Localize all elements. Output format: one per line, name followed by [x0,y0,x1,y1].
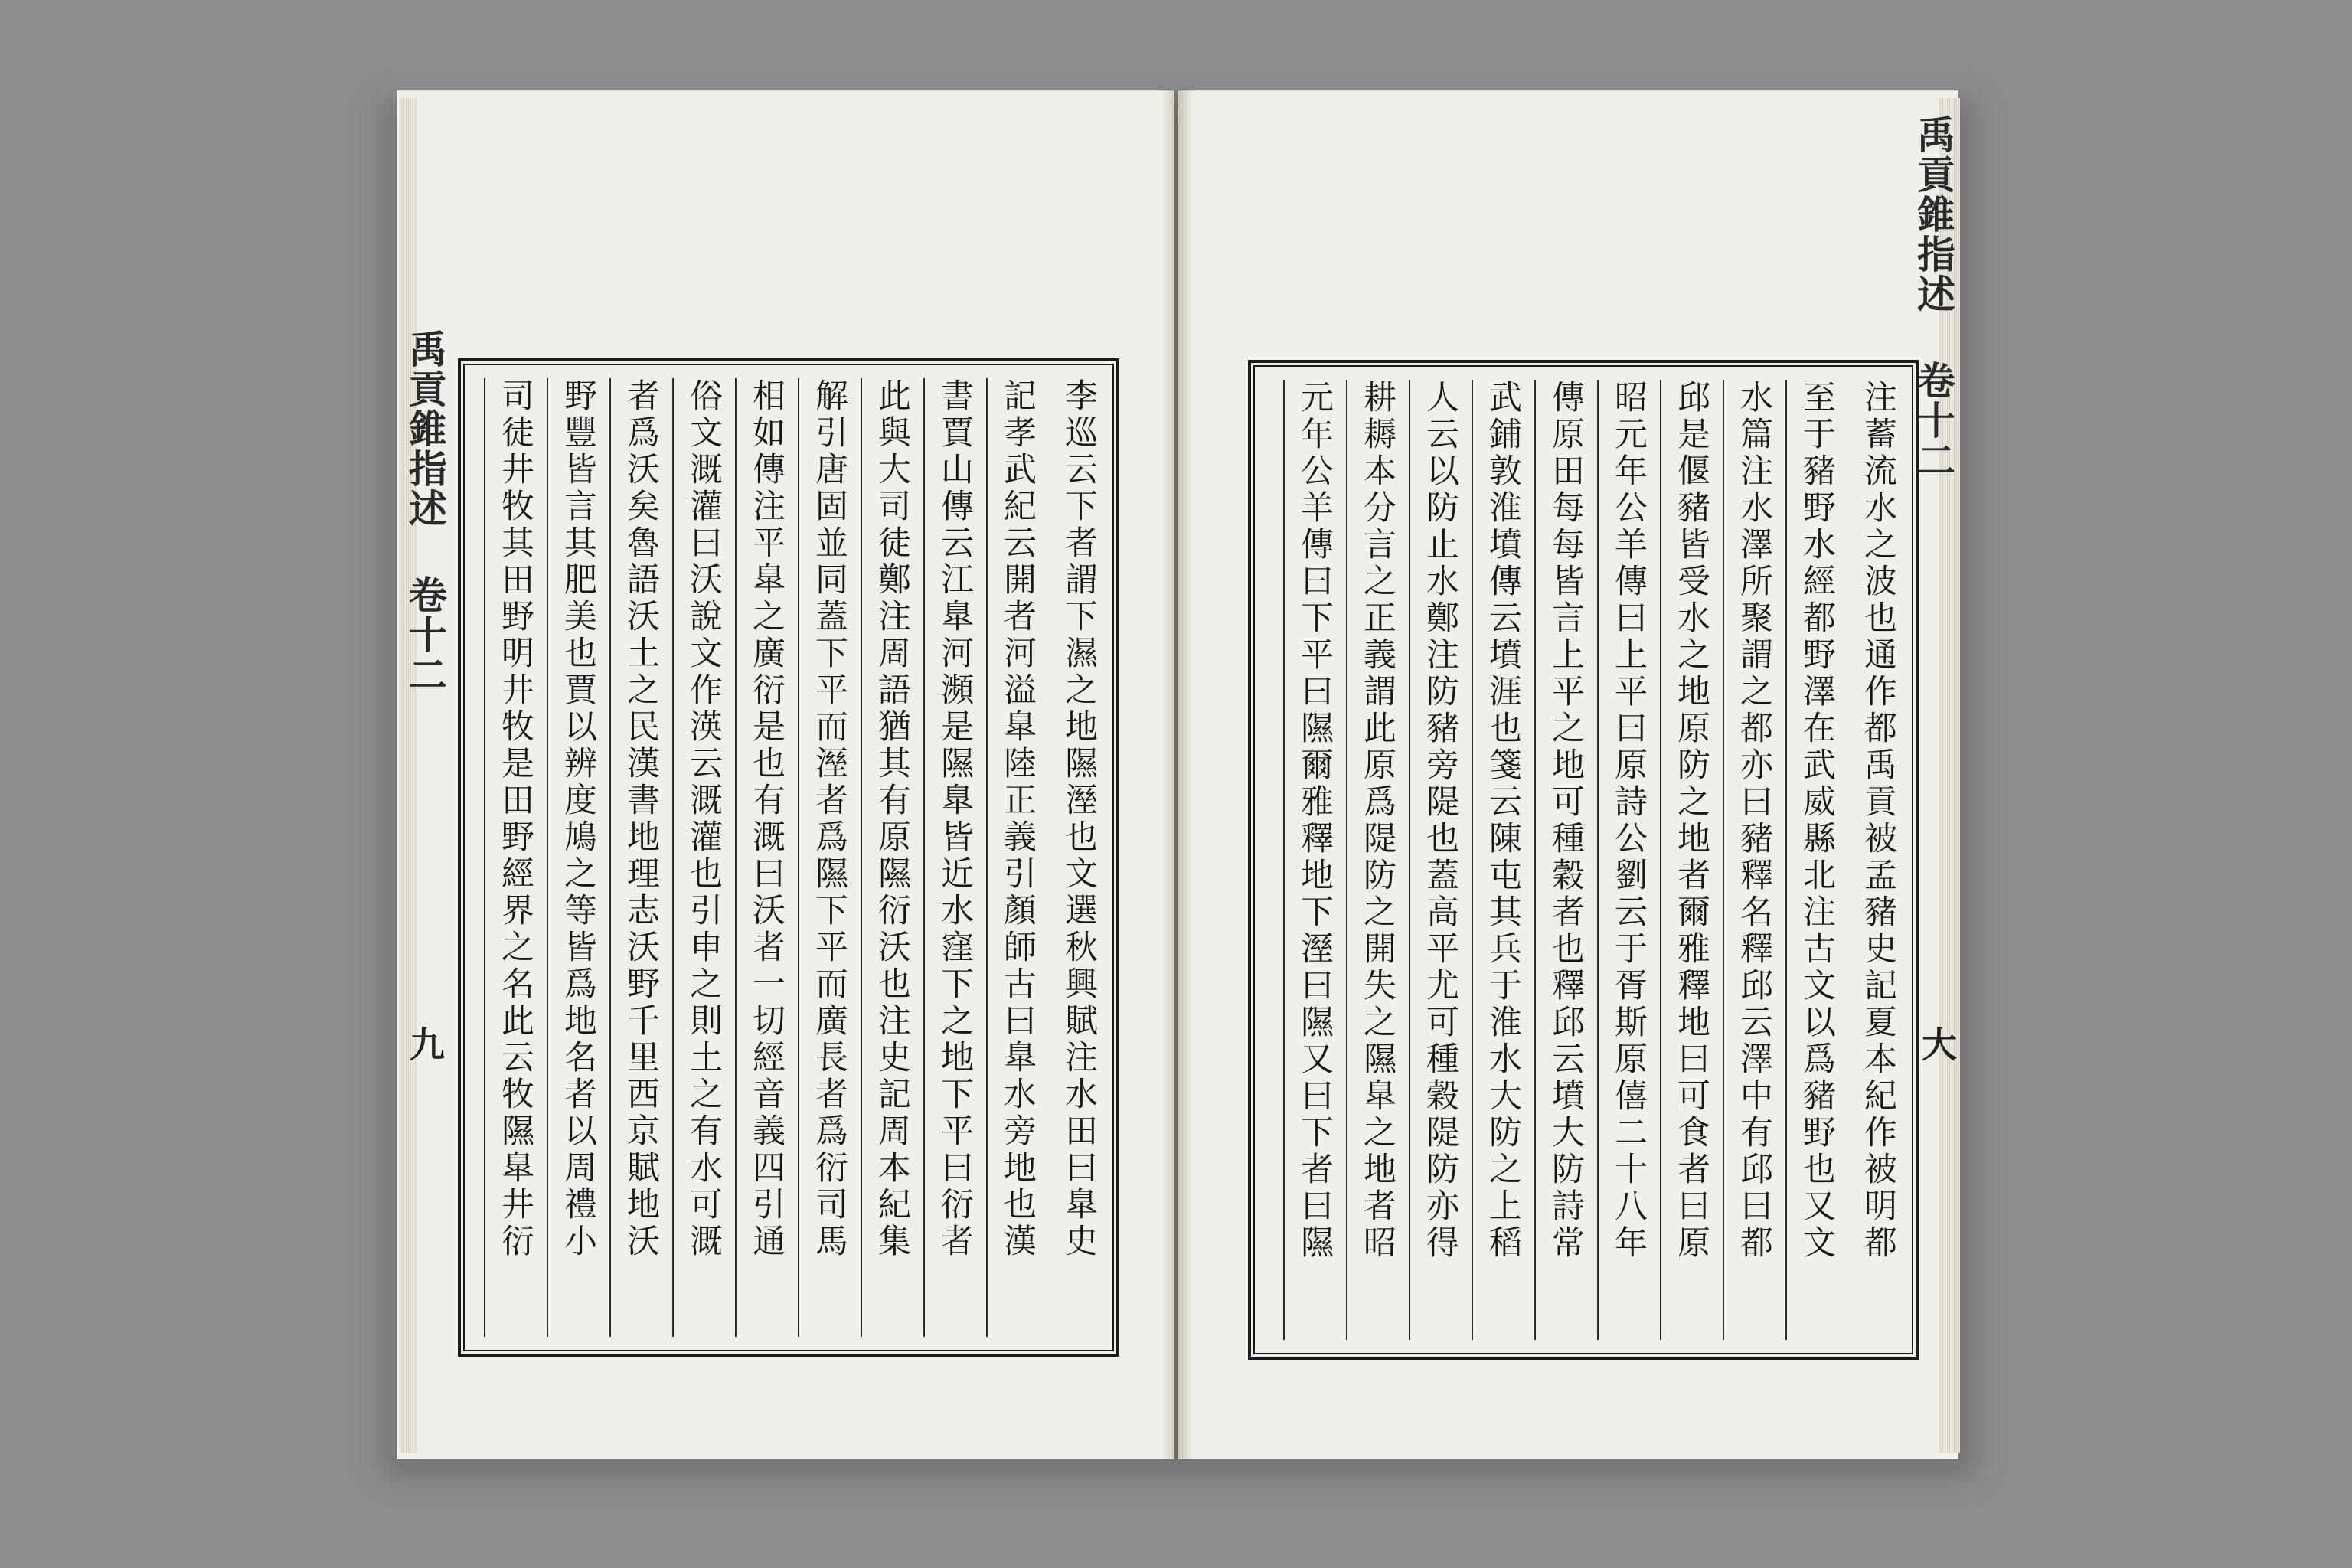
book-gutter [1162,90,1193,1459]
text-column-line: 記孝武紀云開者河溢臯陸正義引顏師古曰臯水旁地也漢 [998,378,1037,1260]
text-column [1409,380,1470,1340]
text-column [986,378,1047,1337]
text-column [672,378,733,1337]
text-column [1597,380,1658,1340]
left-folio [383,1026,467,1118]
text-column [547,378,608,1337]
text-column-line: 解引唐固並同蓋下平而溼者爲隰下平而廣長者爲衍司馬 [810,378,848,1260]
left-page-edges [400,98,416,1453]
text-column-line: 書賈山傳云江臯河瀕是隰臯皆近水窪下之地下平曰衍者 [936,378,974,1260]
text-column-line: 此與大司徒鄭注周語猶其有原隰衍沃也注史記周本紀集 [873,378,911,1260]
text-column [1660,380,1721,1340]
text-column [1534,380,1596,1340]
text-column-line: 水篇注水澤所聚謂之都亦曰豬釋名釋邱云澤中有邱曰都 [1735,380,1773,1262]
text-column-line: 昭元年公羊傳曰上平曰原詩公劉云于胥斯原僖二十八年 [1609,380,1648,1262]
text-column [861,378,922,1337]
text-column [1848,380,1908,1340]
text-column [735,378,796,1337]
text-column-line: 俗文溉灌曰沃說文作渶云溉灌也引申之則土之有水可溉 [684,378,723,1260]
right-text-frame [1248,360,1919,1360]
text-column [1346,380,1407,1340]
text-column [1283,380,1344,1340]
text-column-line: 人云以防止水鄭注防豬旁隄也蓋高平尤可種穀隄防亦得 [1421,380,1459,1262]
text-column [1049,378,1109,1337]
text-column [1472,380,1533,1340]
text-column-line: 李巡云下者謂下濕之地隰溼也文選秋興賦注水田曰臯史 [1060,378,1098,1260]
text-column [1723,380,1784,1340]
text-column [609,378,671,1337]
text-column-line: 傳原田每每皆言上平之地可種穀者也釋邱云墳大防詩常 [1547,380,1585,1262]
text-column-line: 至于豬野水經都野澤在武威縣北注古文以爲豬野也又文 [1798,380,1836,1262]
text-column [923,378,985,1337]
left-running-head [383,329,467,694]
text-column-line: 注蓄流水之波也通作都禹貢被孟豬史記夏本紀作被明都 [1859,380,1897,1262]
text-column-line: 野豐皆言其肥美也賈以辨度鳩之等皆爲地名者以周禮小 [559,378,597,1260]
left-running-head-text: 禹貢錐指述 卷十二 [403,329,448,694]
text-column-line: 耕耨本分言之正義謂此原爲隄防之開失之隰臯之地者昭 [1358,380,1396,1262]
right-folio-text: 大 [1916,1026,1958,1063]
text-column-line: 元年公羊傳曰下平曰隰爾雅釋地下溼曰隰又曰下者曰隰 [1295,380,1334,1262]
left-folio-text: 九 [404,1026,446,1063]
text-column-line: 者爲沃矣魯語沃土之民漢書地理志沃野千里西京賦地沃 [622,378,660,1260]
text-column [1785,380,1847,1340]
text-column-line: 武鋪敦淮墳傳云墳涯也箋云陳屯其兵于淮水大防之上稻 [1484,380,1522,1262]
right-running-head-text: 禹貢錐指述 卷十二 [1911,115,1956,480]
text-column-line: 相如傳注平臯之廣衍是也有溉曰沃者一切經音義四引通 [747,378,786,1260]
text-column [484,378,545,1337]
text-column [798,378,859,1337]
text-column-line: 司徒井牧其田野明井牧是田野經界之名此云牧隰臯井衍 [496,378,534,1260]
text-column-line: 邱是偃豬皆受水之地原防之地者爾雅釋地曰可食者曰原 [1672,380,1710,1262]
left-text-frame [458,358,1119,1357]
